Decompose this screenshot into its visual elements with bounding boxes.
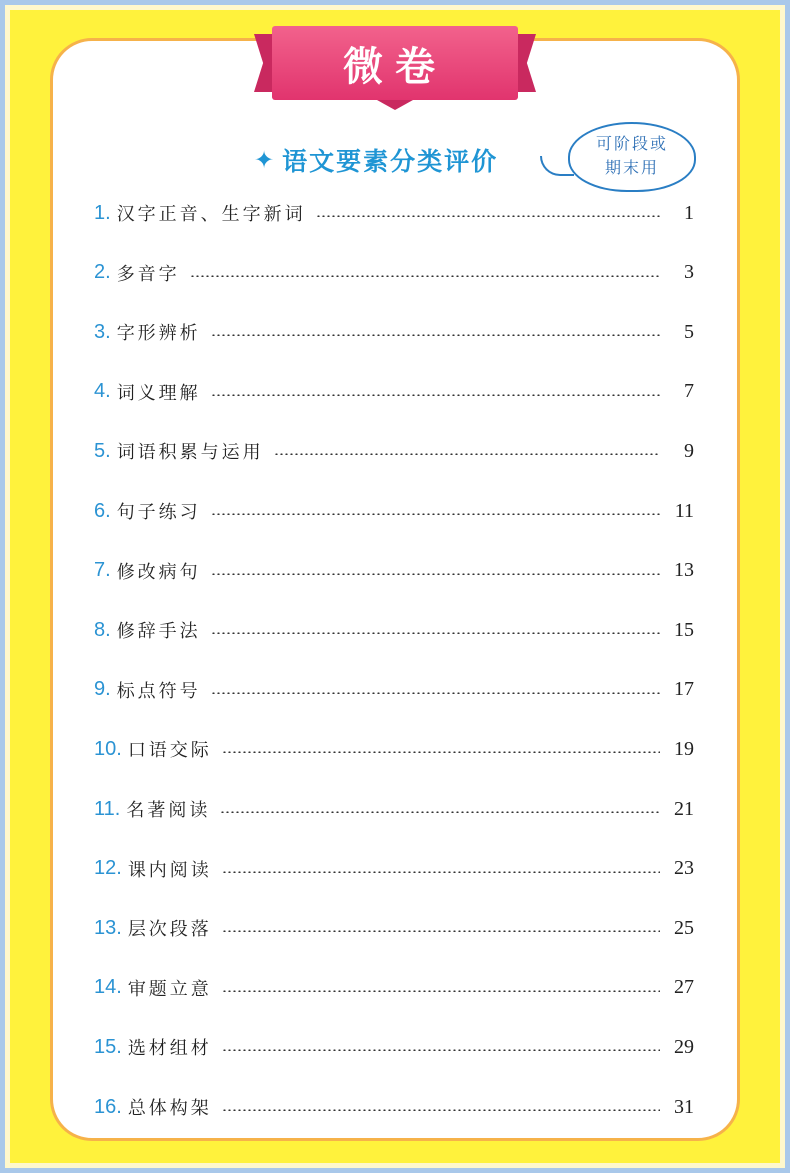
- toc-entry-page: 11: [674, 499, 694, 522]
- usage-badge-line1: 可阶段或: [595, 134, 668, 153]
- toc-leader-dots: [211, 334, 660, 336]
- title-banner: [254, 26, 536, 108]
- toc-entry-title: 课内阅读: [127, 859, 212, 881]
- toc-entry-page: 19: [674, 737, 694, 760]
- toc-entry-title: 词语积累与运用: [116, 442, 264, 464]
- toc-leader-dots: [211, 513, 660, 515]
- usage-badge: [568, 122, 696, 192]
- toc-entry[interactable]: [94, 1032, 694, 1062]
- toc-leader-dots: [222, 751, 660, 753]
- section-heading: [254, 142, 498, 178]
- toc-entry-title: 修改病句: [116, 561, 201, 583]
- toc-leader-dots: [222, 1109, 660, 1111]
- toc-entry-title: 总体构架: [127, 1098, 212, 1119]
- toc-entry-number: 12.: [94, 857, 122, 880]
- toc-entry[interactable]: [94, 258, 694, 288]
- toc-leader-dots: [211, 692, 660, 694]
- toc-entry[interactable]: [94, 377, 694, 407]
- toc-entry[interactable]: [94, 675, 694, 705]
- banner-title: 微卷: [343, 43, 447, 90]
- usage-badge-text: [570, 132, 694, 180]
- toc-entry[interactable]: [94, 1092, 694, 1122]
- toc-entry-page: 3: [684, 261, 694, 284]
- toc-entry[interactable]: [94, 973, 694, 1003]
- toc-entry-title: 句子练习: [116, 502, 201, 523]
- toc-leader-dots: [211, 394, 660, 396]
- toc-entry-title: 名著阅读: [126, 800, 211, 821]
- toc-entry-number: 3.: [94, 320, 111, 343]
- toc-entry-number: 4.: [94, 380, 111, 403]
- toc-entry[interactable]: [94, 496, 694, 526]
- usage-badge-line2: 期末用: [604, 158, 659, 177]
- section-heading-text: 语文要素分类评价: [282, 147, 499, 176]
- toc-entry[interactable]: [94, 854, 694, 884]
- toc-leader-dots: [222, 930, 660, 932]
- toc-entry-page: 9: [684, 439, 694, 462]
- toc-entry-page: 21: [674, 797, 694, 820]
- toc-entry-page: 27: [674, 976, 694, 999]
- toc-leader-dots: [211, 573, 660, 575]
- toc-entry-page: 15: [674, 618, 694, 641]
- toc-entry-page: 1: [684, 201, 694, 224]
- toc-entry[interactable]: [94, 794, 694, 824]
- toc-entry-number: 10.: [94, 737, 122, 760]
- toc-entry[interactable]: [94, 734, 694, 764]
- toc-entry-title: 词义理解: [116, 382, 201, 404]
- toc-entry[interactable]: [94, 913, 694, 943]
- toc-entry-page: 31: [674, 1095, 694, 1118]
- toc-entry-number: 15.: [94, 1035, 122, 1058]
- toc-leader-dots: [190, 275, 660, 277]
- toc-entry[interactable]: [94, 436, 694, 466]
- toc-entry-number: 13.: [94, 916, 122, 939]
- toc-leader-dots: [222, 990, 660, 992]
- toc-entry-number: 7.: [94, 559, 111, 582]
- toc-entry[interactable]: [94, 198, 694, 228]
- toc-leader-dots: [211, 632, 660, 634]
- toc-entry-page: 5: [684, 320, 694, 343]
- toc-entry-number: 9.: [94, 678, 111, 701]
- toc-entry-title: 标点符号: [116, 680, 201, 702]
- toc-entry-title: 多音字: [116, 263, 180, 285]
- four-point-star-icon: ✦: [254, 146, 275, 174]
- toc-entry-title: 层次段落: [127, 919, 212, 941]
- toc-entry-page: 17: [674, 678, 694, 701]
- toc-entry-number: 11.: [94, 797, 121, 820]
- toc-leader-dots: [274, 453, 660, 455]
- toc-entry-title: 口语交际: [127, 740, 212, 762]
- toc-leader-dots: [316, 215, 660, 217]
- toc-entry-page: 13: [674, 559, 694, 582]
- toc-entry-number: 2.: [94, 261, 111, 284]
- toc-entry-number: 14.: [94, 976, 122, 999]
- toc-entry-number: 5.: [94, 439, 111, 462]
- toc-entry[interactable]: [94, 556, 694, 586]
- toc-entry-title: 审题立意: [127, 978, 212, 1000]
- toc-entry-number: 16.: [94, 1095, 122, 1118]
- toc-entry[interactable]: [94, 317, 694, 347]
- toc-entry-page: 7: [684, 380, 694, 403]
- toc-entry-number: 1.: [94, 201, 111, 224]
- toc-entry-page: 29: [674, 1035, 694, 1058]
- toc-entry-title: 选材组材: [127, 1038, 212, 1060]
- toc-entry-title: 字形辨析: [116, 323, 201, 345]
- toc-leader-dots: [222, 1049, 660, 1051]
- toc-entry-title: 修辞手法: [116, 621, 201, 643]
- toc-leader-dots: [220, 811, 660, 813]
- toc-leader-dots: [222, 871, 660, 873]
- toc-entry-page: 23: [674, 857, 694, 880]
- toc-entry-number: 6.: [94, 499, 111, 522]
- toc-entry-page: 25: [674, 916, 694, 939]
- toc-entry-title: 汉字正音、生字新词: [116, 204, 306, 225]
- toc-entry-number: 8.: [94, 618, 111, 641]
- toc-entry[interactable]: [94, 615, 694, 645]
